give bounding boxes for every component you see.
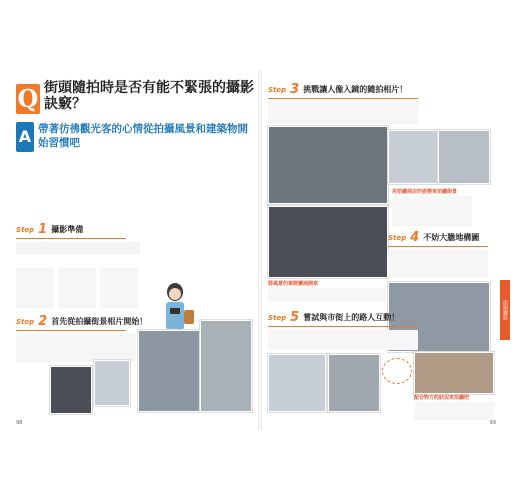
tip1-text xyxy=(16,268,54,308)
step1-number: 1 xyxy=(38,222,48,237)
note3-text xyxy=(414,402,494,420)
step4-divider xyxy=(388,246,488,247)
step5-title: 嘗試與市街上的路人互動！ xyxy=(303,313,400,322)
step3-text xyxy=(268,102,418,124)
note1-text xyxy=(392,196,472,226)
step5-text xyxy=(268,330,418,350)
speech-bubble xyxy=(382,358,412,384)
note1-title: 用拍攝商店的姿態來拍攝街景 xyxy=(392,189,458,195)
step1-title: 攝影準備 xyxy=(51,225,84,234)
step2-divider xyxy=(16,330,126,331)
street-photo-2 xyxy=(94,360,130,406)
page-number-right: 99 xyxy=(489,420,496,426)
step2-label: Step xyxy=(16,317,35,326)
page-number-left: 98 xyxy=(16,420,23,426)
question-badge: Q xyxy=(17,84,39,113)
note2-title: 將風景的視野擴展開來 xyxy=(268,281,319,287)
step5-header xyxy=(268,310,399,325)
cityscape-photo xyxy=(268,206,388,278)
step3-title: 挑戰讓人像入鏡的隨拍相片！ xyxy=(303,85,408,94)
step5-divider xyxy=(268,326,418,327)
interaction-photo-2 xyxy=(328,354,380,412)
step1-label: Step xyxy=(16,225,35,234)
step3-divider xyxy=(268,98,418,99)
answer-badge: A xyxy=(16,122,34,152)
tip2-text xyxy=(58,268,96,308)
step2-number: 2 xyxy=(38,314,48,329)
right-page xyxy=(264,70,510,430)
step3-label: Step xyxy=(268,85,287,94)
step1-divider xyxy=(16,238,126,239)
step3-number: 3 xyxy=(290,82,300,97)
step3-header xyxy=(268,82,407,97)
portrait-photo xyxy=(414,352,494,394)
step4-text xyxy=(388,250,488,278)
chapter-side-tab: 街頭攝影 xyxy=(500,280,510,340)
people-photo-2 xyxy=(438,130,490,184)
step2-header xyxy=(16,314,147,329)
step2-title: 首先從拍攝街景相片開始！ xyxy=(51,317,148,326)
crowd-photo xyxy=(268,126,388,204)
interaction-photo-1 xyxy=(268,354,326,412)
answer-heading: 帶著彷彿觀光客的心情從拍攝風景和建築物開始習慣吧 xyxy=(38,123,248,149)
left-page xyxy=(10,70,256,430)
step4-header xyxy=(388,230,479,245)
people-photo-1 xyxy=(388,130,438,184)
step4-number: 4 xyxy=(410,230,420,245)
note3-title: 配合對方的狀況來拍攝吧 xyxy=(414,395,470,401)
step4-title: 不妨大膽地構圖 xyxy=(423,233,480,242)
step4-label: Step xyxy=(388,233,407,242)
street-photo-1 xyxy=(50,366,92,414)
step1-header xyxy=(16,222,83,237)
step2-text xyxy=(16,334,136,362)
book-gutter xyxy=(258,70,262,430)
street-photo-crossing xyxy=(138,330,200,412)
step5-number: 5 xyxy=(290,310,300,325)
street-photo-building xyxy=(200,320,252,412)
step5-label: Step xyxy=(268,313,287,322)
step1-intro xyxy=(16,242,140,254)
note2-text xyxy=(268,288,386,302)
tip3-text xyxy=(100,268,138,308)
book-spread xyxy=(10,70,510,430)
question-title: 街頭隨拍時是否有能不緊張的攝影訣竅？ xyxy=(44,80,254,112)
